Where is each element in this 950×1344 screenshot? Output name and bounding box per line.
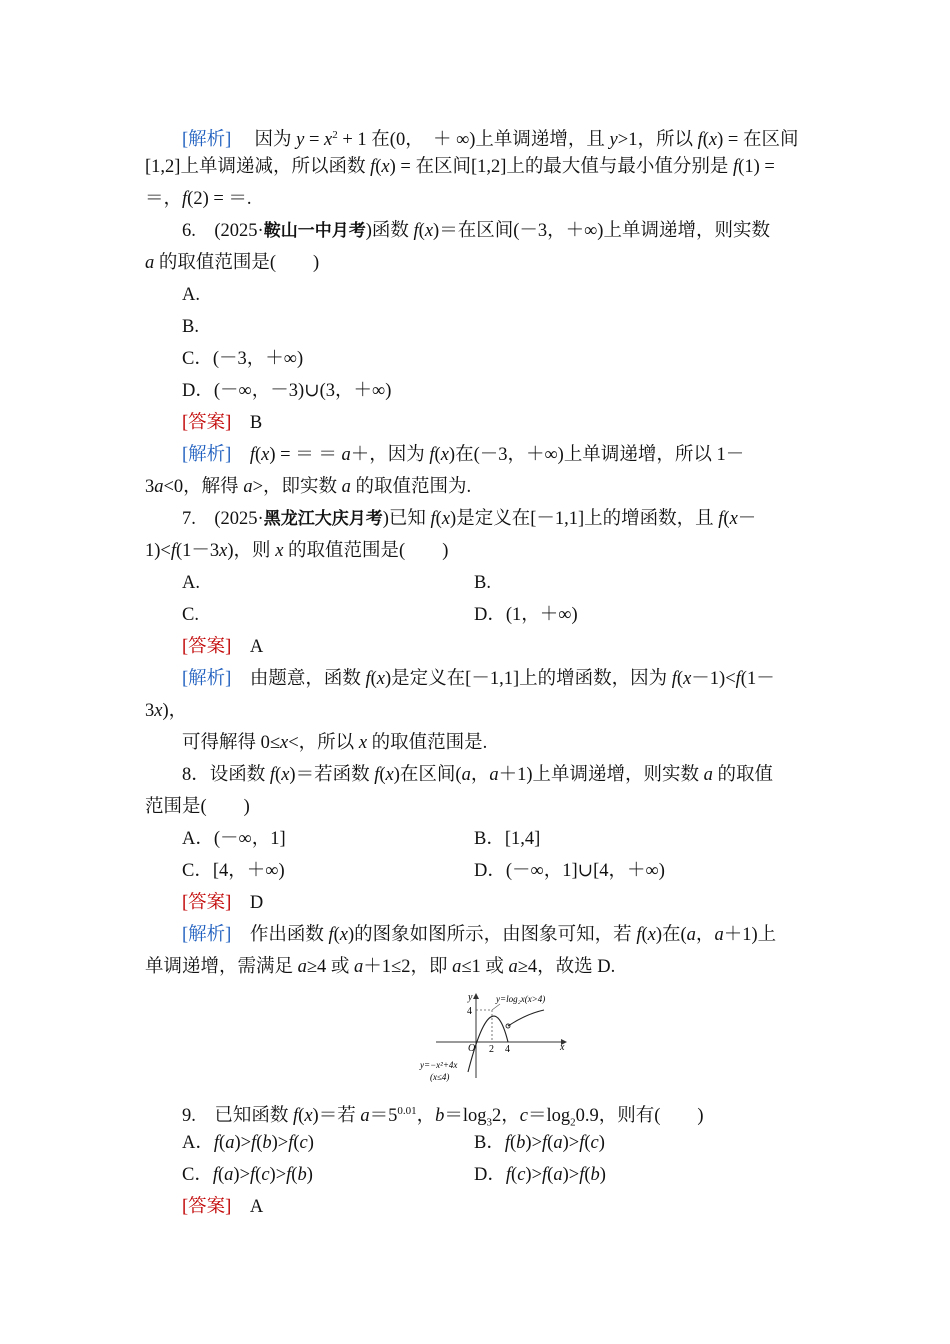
q8-stem: 8．设函数 f(x)＝若函数 f(x)在区间(a，a＋1)上单调递增，则实数 a 的取值 — [182, 765, 774, 785]
x-tick-4: 4 — [505, 1044, 510, 1055]
q7-stem-rest: )已知 f(x)是定义在[－1,1]上的增函数，且 f(x－ — [382, 509, 757, 529]
q8-stem-line-2: 范围是( ) — [145, 797, 250, 817]
q5-analysis-line-3 — [145, 187, 252, 211]
q7-option-a: A. — [182, 573, 200, 593]
q8-analysis-line-1 — [182, 923, 776, 947]
q9-option-b: B．f(b)>f(a)>f(c) — [474, 1133, 605, 1153]
q6-option-c: C．(－3，＋∞) — [182, 349, 304, 369]
q7-answer — [182, 635, 263, 659]
answer-value: A — [249, 1197, 264, 1217]
q6-stem-line-1 — [182, 219, 770, 243]
analysis-text-2: [1,2]上单调递减，所以函数 f(x) = 在区间[1,2]上的最大值与最小值分别是 f(1) = — [145, 157, 775, 177]
log-curve — [508, 1010, 544, 1026]
q6-stem-line-2 — [145, 251, 319, 275]
log-label-pointer — [492, 1004, 500, 1010]
q6-number: 6. (2025· — [182, 221, 264, 241]
q7-analysis-line-1 — [182, 667, 775, 691]
q9-answer — [182, 1195, 263, 1219]
q9-stem — [182, 1099, 704, 1135]
origin-label: O — [468, 1043, 476, 1054]
analysis-label: [解析] — [182, 445, 232, 465]
q6-option-d: D．(－∞，－3)∪(3，＋∞) — [182, 381, 392, 401]
q7-stem-line-1 — [182, 507, 756, 531]
y-tick-4: 4 — [467, 1006, 472, 1017]
q9-option-d: D．f(c)>f(a)>f(b) — [474, 1165, 606, 1185]
q6-stem-2: a 的取值范围是( ) — [145, 253, 320, 273]
x-tick-2: 2 — [489, 1044, 494, 1055]
log-curve-label: y=log₂x(x>4) — [496, 994, 546, 1004]
q6-analysis-line-2 — [145, 475, 471, 499]
q7-source: 黑龙江大庆月考 — [263, 509, 383, 529]
answer-label: [答案] — [182, 1197, 232, 1217]
parabola-label: y=−x²+4x — [420, 1060, 458, 1070]
q7-analysis-line-3 — [182, 731, 487, 755]
q8-answer — [182, 891, 263, 915]
q6-stem-rest: )函数 f(x)＝在区间(－3，＋∞)上单调递增，则实数 — [365, 221, 770, 241]
q6-analysis-line-1 — [182, 443, 744, 467]
q7-stem-line-2 — [145, 539, 448, 563]
analysis-label: [解析] — [182, 925, 232, 945]
q6-option-b: B. — [182, 317, 199, 337]
q6-source: 鞍山一中月考 — [263, 221, 366, 241]
analysis-label: [解析] — [182, 130, 232, 151]
q8-option-a: A．(－∞，1] — [182, 829, 286, 849]
q9-option-a: A．f(a)>f(b)>f(c) — [182, 1133, 314, 1153]
q6-answer — [182, 411, 262, 435]
q9-stem-text: 9. 已知函数 f(x)＝若 $a=5^{0.01}$，$b=\log_32$，$c=\log_20.9$，则有( ) — [182, 1105, 704, 1129]
q7-number: 7. (2025· — [182, 509, 264, 529]
answer-value: D — [249, 893, 264, 913]
q8-stem-line-1 — [182, 763, 773, 787]
q8-option-b: B．[1,4] — [474, 829, 541, 849]
x-axis-label: x — [560, 1042, 565, 1053]
analysis-text-2: 3a<0，解得 a>，即实数 a 的取值范围为. — [145, 477, 472, 497]
analysis-label: [解析] — [182, 669, 232, 689]
function-graph-figure — [418, 990, 573, 1082]
q7-option-c: C. — [182, 605, 199, 625]
q7-stem-2: 1)<f(1－3x)，则 x 的取值范围是( ) — [145, 541, 449, 561]
answer-value: B — [249, 413, 263, 433]
q7-analysis-line-2 — [145, 699, 187, 723]
q7-option-d: D．(1，＋∞) — [474, 605, 578, 625]
answer-label: [答案] — [182, 413, 232, 433]
answer-label: [答案] — [182, 893, 232, 913]
q5-analysis-line-2 — [145, 155, 775, 179]
answer-value: A — [249, 637, 264, 657]
y-axis-label: y — [468, 992, 473, 1003]
q8-option-d: D．(－∞，1]∪[4，＋∞) — [474, 861, 665, 881]
analysis-text: 由题意，函数 f(x)是定义在[－1,1]上的增函数，因为 f(x－1)<f(1－ — [249, 669, 775, 689]
analysis-text-2: 单调递增，需满足 a≥4 或 a＋1≤2，即 a≤1 或 a≥4，故选 D. — [145, 957, 616, 977]
analysis-text-3: ＝，f(2) = ＝. — [145, 189, 252, 209]
analysis-text-2: 3x)， — [145, 701, 188, 721]
q6-option-a: A. — [182, 285, 200, 305]
q5-analysis-line-1: [解析] 因为 $y = x^2 + 1$ 在(0， ＋ ∞)上单调递增，且 y>1，所以 f(x) = 在区间 — [182, 129, 799, 151]
answer-label: [答案] — [182, 637, 232, 657]
q7-option-b: B. — [474, 573, 491, 593]
q8-analysis-line-2 — [145, 955, 615, 979]
analysis-text-3: 可得解得 0≤x<，所以 x 的取值范围是. — [182, 733, 488, 753]
q8-option-c: C．[4，＋∞) — [182, 861, 285, 881]
q9-option-c: C．f(a)>f(c)>f(b) — [182, 1165, 313, 1185]
analysis-text: f(x) = ＝ ＝ a＋，因为 f(x)在(－3，＋∞)上单调递增，所以 1－ — [249, 445, 745, 465]
parabola-domain-label: (x≤4) — [430, 1072, 450, 1082]
analysis-text: 作出函数 f(x)的图象如图所示，由图象可知，若 f(x)在(a，a＋1)上 — [249, 925, 777, 945]
